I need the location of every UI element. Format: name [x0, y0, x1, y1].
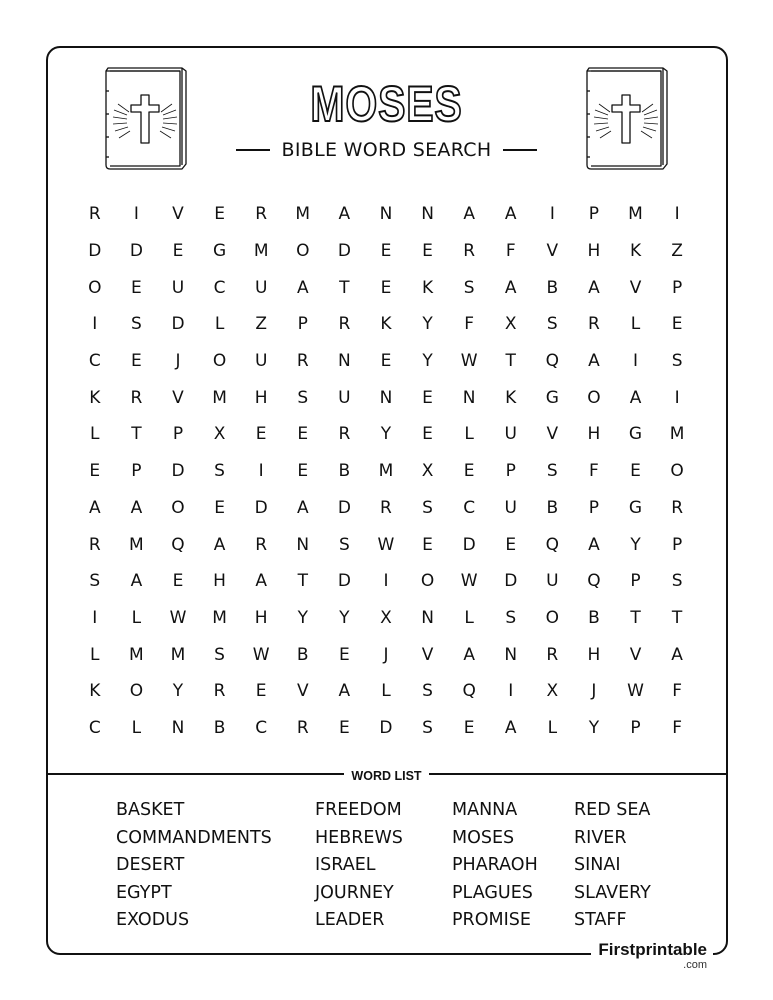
subtitle — [0, 139, 773, 161]
grid-cell[interactable]: N — [171, 717, 185, 738]
grid-cell[interactable]: S — [422, 497, 433, 518]
grid-cell[interactable]: W — [627, 681, 644, 702]
grid-cell[interactable]: O — [88, 277, 102, 298]
grid-cell[interactable]: P — [131, 461, 142, 482]
grid-cell[interactable]: L — [464, 607, 474, 628]
grid-cell[interactable]: V — [546, 241, 559, 262]
grid-cell[interactable]: V — [172, 387, 184, 408]
grid-cell[interactable]: Y — [297, 607, 308, 628]
grid-cell[interactable]: A — [463, 204, 475, 225]
grid-cell[interactable]: E — [380, 241, 392, 262]
word-item: RIVER — [574, 827, 627, 848]
grid-cell[interactable]: G — [212, 241, 227, 262]
word-item: JOURNEY — [315, 882, 394, 903]
grid-cell[interactable]: P — [505, 461, 516, 482]
word-list-column — [315, 797, 403, 935]
grid-cell[interactable]: Q — [462, 681, 476, 702]
grid-cell[interactable]: W — [377, 534, 395, 555]
grid-cell[interactable]: L — [90, 644, 100, 665]
grid-cell[interactable]: J — [175, 351, 181, 372]
grid-cell[interactable]: S — [671, 351, 683, 372]
grid-cell[interactable]: B — [588, 607, 600, 628]
grid-cell[interactable]: M — [628, 204, 643, 225]
grid-cell[interactable]: X — [213, 424, 226, 445]
grid-cell[interactable]: V — [629, 644, 642, 665]
grid-cell[interactable]: Y — [422, 314, 433, 335]
grid-cell[interactable]: C — [213, 277, 226, 298]
grid-cell[interactable]: U — [546, 571, 559, 592]
grid-cell[interactable]: S — [505, 607, 517, 628]
grid-cell[interactable]: D — [337, 497, 351, 518]
grid-cell[interactable]: A — [338, 681, 351, 702]
grid-cell[interactable]: R — [213, 681, 226, 702]
grid-cell[interactable]: E — [214, 497, 225, 518]
grid-cell[interactable]: L — [547, 717, 558, 738]
grid-cell[interactable]: F — [589, 461, 599, 482]
word-item: PLAGUES — [452, 882, 533, 903]
grid-cell[interactable]: L — [630, 314, 641, 335]
grid-cell[interactable]: V — [296, 681, 309, 702]
grid-cell[interactable]: R — [296, 717, 309, 738]
grid-cell[interactable]: C — [255, 717, 268, 738]
grid-cell[interactable]: U — [338, 387, 351, 408]
grid-cell[interactable]: L — [464, 424, 474, 445]
grid-cell[interactable]: D — [171, 461, 185, 482]
grid-cell[interactable]: E — [89, 461, 101, 482]
grid-cell[interactable]: B — [213, 717, 226, 738]
grid-cell[interactable]: K — [89, 387, 101, 408]
grid-cell[interactable]: T — [339, 277, 350, 298]
grid-cell[interactable]: A — [588, 277, 600, 298]
grid-cell[interactable]: Z — [255, 314, 267, 335]
grid-cell[interactable]: D — [254, 497, 268, 518]
word-item: MANNA — [452, 800, 518, 820]
grid-cell[interactable]: K — [421, 277, 434, 298]
grid-cell[interactable]: V — [629, 277, 642, 298]
grid-cell[interactable]: Y — [422, 351, 433, 372]
word-item: EGYPT — [116, 882, 172, 903]
grid-cell[interactable]: P — [630, 717, 641, 738]
grid-cell[interactable]: Y — [630, 534, 641, 555]
grid-cell[interactable]: S — [463, 277, 475, 298]
grid-cell[interactable]: R — [255, 204, 268, 225]
grid-cell[interactable]: D — [462, 534, 476, 555]
word-item: BASKET — [116, 800, 185, 820]
grid-cell[interactable]: G — [628, 424, 643, 445]
grid-cell[interactable]: W — [460, 351, 478, 372]
grid-cell[interactable]: P — [297, 314, 308, 335]
grid-cell[interactable]: P — [172, 424, 184, 445]
grid-cell[interactable]: M — [253, 241, 269, 262]
word-item: MOSES — [452, 827, 515, 848]
grid-cell[interactable]: S — [89, 571, 101, 592]
grid-cell[interactable]: C — [88, 351, 101, 372]
grid-cell[interactable]: O — [129, 681, 144, 702]
grid-cell[interactable]: E — [630, 461, 641, 482]
grid-cell[interactable]: O — [545, 607, 560, 628]
word-list-column — [116, 797, 272, 935]
word-item: COMMANDMENTS — [116, 827, 272, 848]
grid-cell[interactable]: E — [172, 241, 184, 262]
grid-cell[interactable]: Y — [172, 681, 184, 702]
grid-cell[interactable]: E — [422, 424, 433, 445]
grid-cell[interactable]: V — [546, 424, 559, 445]
grid-cell[interactable]: I — [674, 387, 680, 408]
brand-logo — [591, 940, 713, 971]
grid-cell[interactable]: E — [297, 461, 309, 482]
grid-cell[interactable]: O — [296, 241, 310, 262]
grid-cell[interactable]: T — [630, 607, 641, 628]
grid-cell[interactable]: W — [169, 607, 187, 628]
grid-cell[interactable]: S — [422, 681, 433, 702]
grid-cell[interactable]: H — [587, 424, 601, 445]
grid-cell[interactable]: S — [338, 534, 350, 555]
grid-cell[interactable]: N — [379, 204, 393, 225]
brand-domain: .com — [683, 959, 707, 971]
grid-cell[interactable]: N — [504, 644, 518, 665]
grid-cell[interactable]: E — [338, 644, 350, 665]
grid-cell[interactable]: A — [671, 644, 683, 665]
grid-cell[interactable]: X — [380, 607, 392, 628]
grid-cell[interactable]: S — [214, 644, 225, 665]
grid-cell[interactable]: N — [296, 534, 310, 555]
grid-cell[interactable]: O — [171, 497, 185, 518]
grid-cell[interactable]: M — [378, 461, 394, 482]
grid-cell[interactable]: O — [587, 387, 601, 408]
grid-cell[interactable]: I — [549, 204, 555, 225]
word-list-heading — [0, 765, 773, 784]
grid-cell[interactable]: P — [671, 277, 683, 298]
grid-cell[interactable]: E — [131, 351, 142, 372]
grid-cell[interactable]: A — [130, 497, 143, 518]
grid-cell[interactable]: D — [171, 314, 185, 335]
grid-cell[interactable]: S — [546, 314, 558, 335]
grid-cell[interactable]: E — [338, 717, 350, 738]
grid-cell[interactable]: E — [255, 424, 267, 445]
grid-cell[interactable]: O — [212, 351, 227, 372]
grid-cell[interactable]: M — [212, 387, 227, 408]
grid-cell[interactable]: J — [383, 644, 389, 665]
grid-cell[interactable]: E — [505, 534, 517, 555]
grid-cell[interactable]: N — [379, 387, 393, 408]
grid-cell[interactable]: G — [628, 497, 643, 518]
grid-cell[interactable]: U — [254, 351, 268, 372]
word-list-column — [452, 797, 538, 935]
grid-cell[interactable]: P — [588, 204, 600, 225]
grid-cell[interactable]: R — [380, 497, 392, 518]
word-item: STAFF — [574, 910, 627, 930]
grid-cell[interactable]: A — [588, 351, 600, 372]
grid-cell[interactable]: Y — [380, 424, 392, 445]
grid-cell[interactable]: A — [130, 571, 143, 592]
grid-cell[interactable]: M — [129, 644, 144, 665]
grid-cell[interactable]: W — [252, 644, 270, 665]
grid-cell[interactable]: D — [337, 571, 351, 592]
decorative-dash — [236, 149, 270, 151]
grid-cell[interactable]: E — [422, 534, 433, 555]
grid-cell[interactable]: U — [504, 424, 517, 445]
grid-cell[interactable]: D — [129, 241, 143, 262]
grid-cell[interactable]: X — [504, 314, 517, 335]
grid-cell[interactable]: I — [258, 461, 264, 482]
grid-cell[interactable]: M — [669, 424, 685, 445]
grid-cell[interactable]: R — [296, 351, 309, 372]
grid-cell[interactable]: B — [338, 461, 351, 482]
grid-cell[interactable]: V — [421, 644, 434, 665]
grid-cell[interactable]: U — [504, 497, 517, 518]
grid-cell[interactable]: L — [214, 314, 225, 335]
grid-cell[interactable]: L — [381, 681, 391, 702]
grid-cell[interactable]: I — [133, 204, 139, 225]
grid-cell[interactable]: D — [504, 571, 518, 592]
grid-cell[interactable]: N — [462, 387, 476, 408]
grid-cell[interactable]: H — [254, 607, 268, 628]
grid-cell[interactable]: P — [630, 571, 641, 592]
grid-cell[interactable]: U — [254, 277, 268, 298]
subtitle-text: BIBLE WORD SEARCH — [281, 139, 492, 161]
grid-cell[interactable]: P — [671, 534, 683, 555]
grid-cell[interactable]: A — [504, 277, 517, 298]
grid-cell[interactable]: A — [296, 277, 309, 298]
grid-cell[interactable]: K — [89, 681, 101, 702]
letter-grid[interactable] — [74, 196, 698, 746]
grid-cell[interactable]: O — [670, 461, 684, 482]
grid-cell[interactable]: X — [421, 461, 434, 482]
grid-cell[interactable]: R — [255, 534, 268, 555]
grid-cell[interactable]: S — [297, 387, 309, 408]
grid-cell[interactable]: L — [131, 717, 142, 738]
grid-cell[interactable]: D — [379, 717, 393, 738]
grid-cell[interactable]: A — [463, 644, 475, 665]
grid-cell[interactable]: E — [422, 387, 433, 408]
grid-cell[interactable]: S — [130, 314, 142, 335]
grid-cell[interactable]: I — [383, 571, 389, 592]
grid-cell[interactable]: G — [545, 387, 559, 408]
grid-cell[interactable]: L — [90, 424, 100, 445]
grid-cell[interactable]: A — [213, 534, 226, 555]
grid-cell[interactable]: R — [88, 204, 101, 225]
grid-cell[interactable]: R — [338, 424, 351, 445]
grid-cell[interactable]: S — [546, 461, 558, 482]
word-item: DESERT — [116, 855, 185, 875]
grid-cell[interactable]: I — [674, 204, 680, 225]
grid-cell[interactable]: Y — [339, 607, 350, 628]
grid-cell[interactable]: M — [129, 534, 144, 555]
grid-cell[interactable]: X — [546, 681, 559, 702]
grid-cell[interactable]: E — [214, 204, 225, 225]
grid-cell[interactable]: M — [295, 204, 311, 225]
grid-cell[interactable]: S — [422, 717, 433, 738]
grid-cell[interactable]: T — [671, 607, 683, 628]
grid-cell[interactable]: Q — [545, 351, 560, 372]
word-item: FREEDOM — [315, 800, 402, 820]
word-item: EXODUS — [116, 910, 190, 930]
grid-cell[interactable]: W — [460, 571, 478, 592]
grid-cell[interactable]: E — [380, 351, 392, 372]
grid-cell[interactable]: A — [629, 387, 642, 408]
grid-cell[interactable]: D — [88, 241, 102, 262]
grid-cell[interactable]: N — [421, 204, 434, 225]
grid-cell[interactable]: B — [296, 644, 309, 665]
grid-cell[interactable]: A — [338, 204, 351, 225]
grid-cell[interactable]: T — [505, 351, 516, 372]
grid-cell[interactable]: A — [296, 497, 309, 518]
grid-cell[interactable]: S — [214, 461, 225, 482]
grid-cell[interactable]: B — [546, 497, 559, 518]
grid-cell[interactable]: A — [588, 534, 600, 555]
grid-cell[interactable]: N — [338, 351, 351, 372]
grid-cell[interactable]: R — [546, 644, 559, 665]
grid-cell[interactable]: M — [170, 644, 186, 665]
grid-cell[interactable]: A — [88, 497, 101, 518]
grid-cell[interactable]: E — [172, 571, 184, 592]
grid-cell[interactable]: E — [463, 461, 475, 482]
word-list-label: WORD LIST — [344, 769, 428, 783]
grid-cell[interactable]: K — [505, 387, 517, 408]
grid-cell[interactable]: D — [337, 241, 351, 262]
grid-cell[interactable]: R — [588, 314, 600, 335]
grid-cell[interactable]: T — [297, 571, 308, 592]
word-item: SLAVERY — [574, 882, 651, 903]
grid-cell[interactable]: F — [505, 241, 516, 262]
grid-cell[interactable]: Y — [588, 717, 600, 738]
grid-cell[interactable]: E — [131, 277, 142, 298]
brand-name: Firstprintable — [598, 940, 707, 959]
grid-cell[interactable]: I — [92, 314, 98, 335]
grid-cell[interactable]: L — [131, 607, 142, 628]
grid-cell[interactable]: I — [92, 607, 98, 628]
word-item: PHARAOH — [452, 855, 538, 875]
grid-cell[interactable]: N — [421, 607, 434, 628]
grid-cell[interactable]: K — [380, 314, 392, 335]
grid-cell[interactable]: S — [671, 571, 683, 592]
decorative-dash — [503, 149, 537, 151]
grid-cell[interactable]: E — [463, 717, 475, 738]
grid-cell[interactable]: E — [422, 241, 433, 262]
word-list-column — [574, 797, 651, 935]
grid-cell[interactable]: R — [463, 241, 476, 262]
grid-cell[interactable]: R — [338, 314, 351, 335]
grid-cell[interactable]: C — [88, 717, 101, 738]
grid-cell[interactable]: E — [297, 424, 309, 445]
grid-cell[interactable]: H — [587, 644, 601, 665]
grid-cell[interactable]: Z — [671, 241, 683, 262]
grid-cell[interactable]: E — [671, 314, 683, 335]
grid-cell[interactable]: V — [172, 204, 184, 225]
grid-cell[interactable]: C — [463, 497, 476, 518]
grid-cell[interactable]: B — [546, 277, 559, 298]
grid-cell[interactable]: F — [672, 681, 682, 702]
grid-cell[interactable]: A — [255, 571, 267, 592]
grid-cell[interactable]: A — [504, 204, 517, 225]
grid-cell[interactable]: F — [464, 314, 475, 335]
grid-cell[interactable]: I — [633, 351, 639, 372]
grid-cell[interactable]: T — [131, 424, 142, 445]
grid-cell[interactable]: Q — [545, 534, 560, 555]
grid-cell[interactable]: R — [88, 534, 101, 555]
word-item: PROMISE — [452, 910, 531, 930]
word-item: HEBREWS — [315, 827, 403, 848]
grid-cell[interactable]: I — [508, 681, 514, 702]
grid-cell[interactable]: H — [213, 571, 226, 592]
grid-cell[interactable]: K — [629, 241, 642, 262]
grid-cell[interactable]: U — [171, 277, 185, 298]
grid-cell[interactable]: R — [130, 387, 143, 408]
grid-cell[interactable]: Q — [587, 571, 601, 592]
word-item: ISRAEL — [315, 855, 376, 875]
word-item: SINAI — [574, 855, 621, 875]
grid-cell[interactable]: Q — [171, 534, 185, 555]
grid-cell[interactable]: P — [588, 497, 600, 518]
grid-cell[interactable]: R — [671, 497, 684, 518]
grid-cell[interactable]: A — [504, 717, 517, 738]
grid-cell[interactable]: H — [587, 241, 601, 262]
word-item: LEADER — [315, 910, 385, 930]
grid-cell[interactable]: J — [591, 681, 597, 702]
word-item: RED SEA — [574, 800, 651, 820]
page-title: MOSES — [310, 76, 463, 132]
grid-cell[interactable]: F — [672, 717, 682, 738]
grid-cell[interactable]: M — [212, 607, 227, 628]
grid-cell[interactable]: E — [380, 277, 392, 298]
grid-cell[interactable]: H — [254, 387, 268, 408]
grid-cell[interactable]: O — [420, 571, 435, 592]
grid-cell[interactable]: E — [255, 681, 267, 702]
